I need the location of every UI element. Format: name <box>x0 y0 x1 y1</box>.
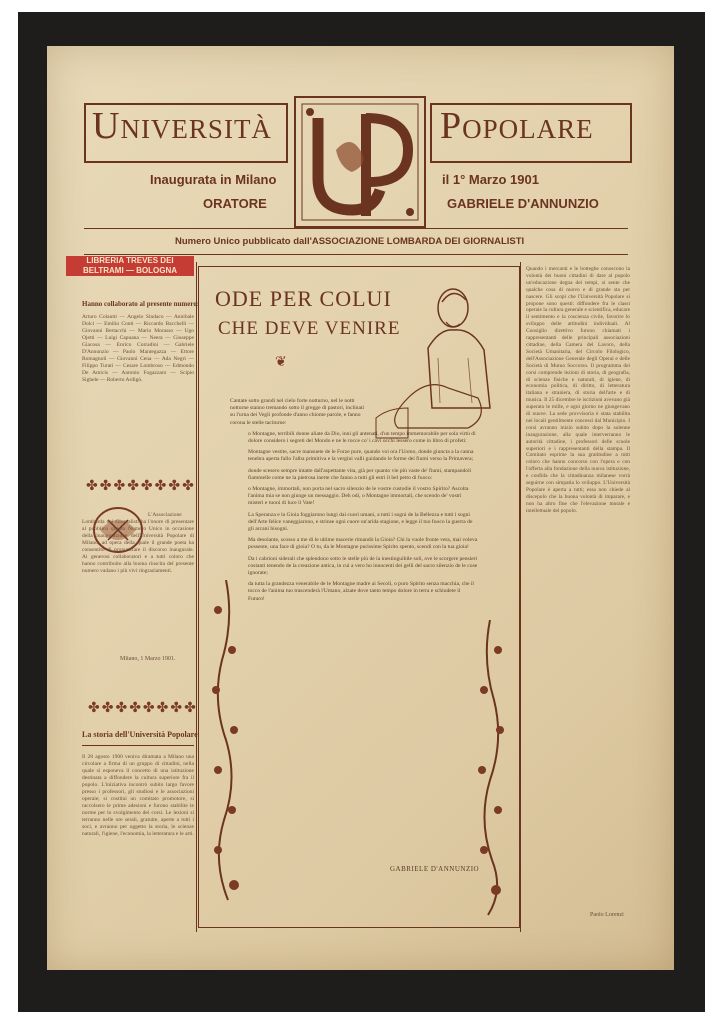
ode-stanza: Ma desolante, scosso a me di le ultime macerie rimandò la Gioia? Chi la vuole fronte vera, mai voleva possente, una face di gioia? O tu, da le Montagne purissime Spirito spento, scendi con la tua gioia! <box>248 537 478 551</box>
inaugurata-text: Inaugurata in Milano <box>150 172 277 187</box>
ode-poem <box>230 398 478 607</box>
association-text: L'Associazione Lombarda dei Giornalisti ha l'onore di presentare al pubblico questo Numero Unico in occasione della inaugurazione dell'Università Popolare di Milano, ad opera della quale il grande poeta ha consentito di pronunciare il discorso inaugurale. Ai generosi collaboratori e a tutti coloro che hanno contribuito alla buona riuscita del presente numero vadano i più vivi ringraziamenti. <box>82 512 194 574</box>
ode-stanza: da tutta la grandezza venerabile de le Montagne madre ai Secoli, o puro Spirito senza macchia, che il tocco de l'anima tuo trascenderà l'Umano, alzate dove tanto tempo dolore in terra e schiudete il Futuro! <box>248 581 474 602</box>
storia-rule <box>82 745 194 746</box>
milano-date: Milano, 1 Marzo 1901. <box>120 656 176 662</box>
ode-title-line2: CHE DEVE VENIRE <box>218 318 401 339</box>
numero-unico-line: Numero Unico pubblicato dall'ASSOCIAZIONE LOMBARDA DEI GIORNALISTI <box>175 236 525 247</box>
left-title: Università <box>92 105 272 147</box>
ode-signature: GABRIELE D'ANNUNZIO <box>390 865 480 873</box>
ode-stanza: o Montagne, terribili donne aliate da Dio, inni gli antenati, d'un tempo immemorabile per sola virtù di dolore considero i segreti del Mondo e ne le rocce co' i cavi occhi lessero come in libro di profeti: <box>248 430 476 445</box>
ode-title-line1: ODE PER COLUI <box>215 286 392 311</box>
left-ornament-2: ✤✤✤✤✤✤✤✤ <box>88 701 198 716</box>
orator-name: GABRIELE D'ANNUNZIO <box>447 196 599 211</box>
ode-flourish-icon: ❦ <box>275 355 289 370</box>
right-column-divider <box>520 262 521 932</box>
left-ornament-1: ✤✤✤✤✤✤✤✤ <box>86 479 196 494</box>
libreria-label: LIBRERIA TREVES DEI BELTRAMI — BOLOGNA <box>66 256 194 276</box>
ode-stanza: Da i cabrioni siderali che splendono sotto le stelle più de la inestinguibile soli, ove le scorgere pensieri costanti tenendo de la creazione antica, in cui a vero ho innocenti dei gelli del sacro silenzio de le cose ignorate; <box>248 555 478 577</box>
ode-stanza: Montagne vestite, sacre mansuete de le Forze pure, quando voi ora l'Uomo, donde giuncta a la canna tenebra aperta fallo l'alba primitiva e la vergini valli guidando le forme dei fiumi verso la Primavera; <box>248 449 474 463</box>
date-text: il 1° Marzo 1901 <box>442 172 539 187</box>
collab-list: Arturo Colautti — Angelo Sindaco — Annibale Dolci — Emilio Conti — Riccardo Bacchelli — Giovanni Bertacchi — Mario Morasso — Ugo Ojetti — Luigi Capuana — Neera — Giuseppe Giacosa — Enrico Corradini — Gabriele D'Annunzio — Paolo Mantegazza — Ettore Romagnoli — Giovanni Cena — Ada Negri — Filippo Turati — Cesare Lombroso — Edmondo De Amicis — Antonio Fogazzaro — Scipio Sighele — Roberto Ardigò. <box>82 314 194 383</box>
header-rule-bottom <box>84 254 628 255</box>
ode-stanza: Cantate sotto grandi nel cielo forte notturno, nel le notti notturne stanno tremando sotto il gregge di pastori, inclinati su l'urna dei Vegli profonde d'anno chiome parole, e fanno corona le stelle taciturne: <box>230 398 365 426</box>
right-column-text: Quando i mercanti e le botteghe conoscono la volontà dei buoni cittadini di dare al popolo un'educazione degna dei tempi, si sente che qualche cosa di nuovo e di grande sta per nascere. Gli scopi che l'Università Popolare si propone sono questi: diffondere fra le classi operaie la cultura generale e scientifica, educare il sentimento e la coscienza civile, favorire lo sviluppo delle attitudini individuali. Al Consiglio direttivo furono chiamati i rappresentanti delle principali associazioni cittadine, della Camera del Lavoro, della Società Umanitaria, del Circolo Filologico, dell'Associazione Generale degli Operai e delle Società di Mutuo Soccorso. Il programma dei corsi comprende lezioni di storia, di geografia, di scienze fisiche e naturali, di igiene, di economia politica, di diritto, di letteratura italiana e straniera, di storia dell'arte e di musica. Il 25 dicembre le iscrizioni avevano già superato le mille, e ogni giorno ne giungevano di nuove. La sede provvisoria è stata stabilita nei locali gentilmente concessi dal Municipio. I corsi avranno inizio subito dopo la solenne inaugurazione, alla quale interverranno le autorità cittadine, i professori delle scuole superiori e i rappresentanti della stampa. Il Comitato esprime la sua gratitudine a tutti coloro che hanno concorso con l'opera e con l'offerta alla fondazione della nuova istituzione, e confida che la cittadinanza milanese vorrà seguirne con simpatia lo sviluppo. L'Università Popolare è aperta a tutti; essa non chiede al discepolo che la buona volontà di imparare, e non ha altro fine che l'elevazione morale e intellettuale del popolo. <box>526 266 630 514</box>
right-title: Popolare <box>440 105 594 147</box>
logo-monogram-icon <box>296 98 424 226</box>
right-column-signature: Paolo Lorenzi <box>590 912 624 918</box>
storia-text: Il 28 agosto 1900 veniva diramata a Milano una circolare a firma di un gruppo di cittadini, nella quale si esponeva il concetto di una istituzione destinata a diffondere la cultura superiore fra il popolo. L'iniziativa incontrò subito largo favore presso i professori, gli studiosi e le associazioni operaie; si costituì un comitato promotore, si raccolsero le prime adesioni e furono stabilite le norme per lo svolgimento dei corsi. Le lezioni si terranno nelle ore serali, gratuite, aperte a tutti i soci, e avranno per oggetto la storia, le scienze naturali, l'igiene, l'economia, la letteratura e le arti. <box>82 754 194 837</box>
left-floral-vine-icon <box>204 580 254 915</box>
storia-heading: La storia dell'Università Popolare <box>82 730 198 739</box>
ode-stanza: o Montagne, immortali, non porta nel sacro silenzio de le vostre custodie il vostro Spirito? Ascolta l'anima mia se non giunge un messaggio. Deh odi, o Montagne immortali, che scendo de' vostri misteri e tuoni di luce il Vate! <box>248 486 469 507</box>
ode-stanza: La Speranza e la Gioia foggiarono lungi dai cuori umani, a tutti i sogni de la Bellezza e tutti i sogni dell'Arte felice vaneggiarono, e strinse ogni cuore un'arida stagione, e legge il tuo fuoco la guerra de gli arcani bisogni. <box>248 511 473 533</box>
header-rule-top <box>84 228 628 229</box>
up-logo <box>294 96 426 228</box>
oratore-label: ORATORE <box>203 196 267 211</box>
ode-stanza: donde scesero sempre intatte dall'aspettante vita, già per quanto vie più vaste de' fiumi, stampandoli fiammelle come ne la pietrosa inerte che fanno a tutti gli estri il bel petto di fuoco: <box>248 467 472 481</box>
collab-heading: Hanno collaborato al presente numero: <box>82 300 200 308</box>
left-column-divider <box>196 262 197 932</box>
right-floral-vine-icon <box>464 620 514 920</box>
